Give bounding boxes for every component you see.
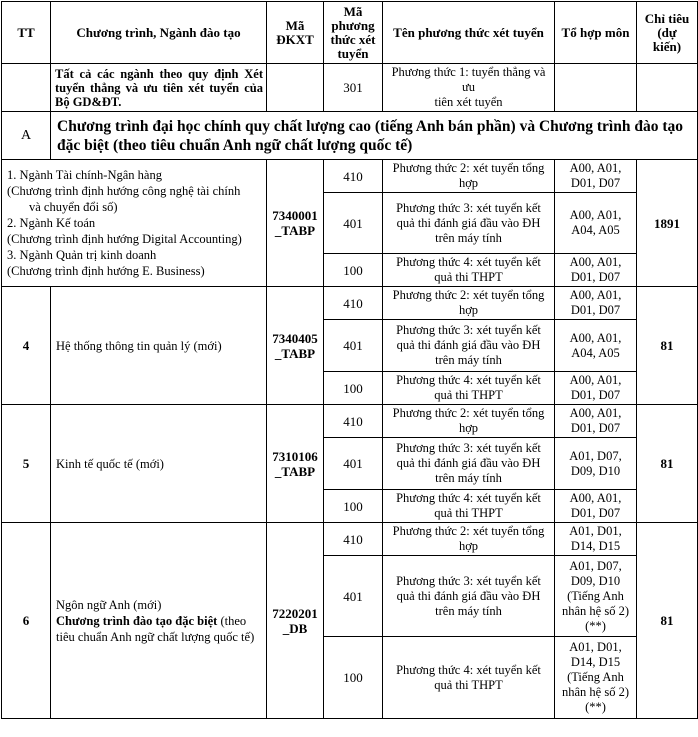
group4-method-name — [383, 372, 555, 405]
group4-tt: 4 — [2, 287, 51, 405]
group4-method-name — [383, 287, 555, 320]
combo-line2: A04, A05 — [571, 345, 620, 360]
group5-method-name — [383, 490, 555, 523]
combo-line1: A00, A01, — [569, 330, 622, 345]
combo-line1: A01, D01, — [569, 524, 622, 538]
header-code-line2: ĐKXT — [276, 31, 314, 47]
header-row — [2, 2, 698, 64]
group1-quota: 1891 — [637, 160, 698, 287]
combo-line2: A04, A05 — [571, 223, 620, 237]
combo-line2: D01, D07 — [570, 303, 621, 317]
header-program: Chương trình, Ngành đào tạo — [51, 2, 267, 64]
header-method-name: Tên phương thức xét tuyển — [383, 2, 555, 64]
header-method-code-line3: thức xét — [330, 31, 376, 47]
method3-line3: trên máy tính — [435, 603, 502, 618]
group1-method-name — [383, 160, 555, 193]
all-majors-code — [267, 64, 324, 112]
combo-line1: A00, A01, — [569, 406, 622, 420]
group4-method-code: 410 — [324, 287, 383, 320]
method2-line2: hợp — [458, 539, 479, 553]
combo-line1: A00, A01, — [569, 491, 622, 505]
combo-line1: A00, A01, — [569, 373, 622, 387]
method3-line1: Phương thức 3: xét tuyển kết — [396, 200, 541, 215]
all-majors-row — [2, 64, 698, 112]
header-quota-line1: Chỉ tiêu — [644, 10, 690, 26]
method3-line1: Phương thức 3: xét tuyển kết — [396, 323, 541, 337]
all-majors-tt — [2, 64, 51, 112]
group6-name-line1: Ngôn ngữ Anh (mới) — [56, 597, 162, 612]
combo-line2: D01, D07 — [570, 176, 621, 190]
method3-line3: trên máy tính — [435, 353, 502, 367]
combo-line2: D14, D15 — [570, 539, 621, 553]
group5-quota: 81 — [637, 405, 698, 523]
group5-name: Kinh tế quốc tế (mới) — [51, 405, 267, 523]
combo-line1: A00, A01, — [569, 288, 622, 302]
group5-code — [267, 405, 324, 523]
group1-programs — [2, 160, 267, 287]
all-majors-method-line1: Phương thức 1: tuyển thẳng và ưu — [391, 65, 546, 94]
combo-line2: D01, D07 — [570, 388, 621, 402]
combo-line1: A00, A01, — [569, 255, 622, 269]
group6-method-code: 401 — [324, 556, 383, 637]
section-a-tt: A — [2, 112, 51, 160]
group4-method-code: 100 — [324, 372, 383, 405]
group6-row1 — [2, 523, 698, 556]
combo-line4: nhân hệ số 2) — [562, 685, 629, 699]
header-quota — [637, 2, 698, 64]
group1-item1-name: . Ngành Tài chính-Ngân hàng — [13, 168, 162, 182]
group1-item3-name: . Ngành Quản trị kinh doanh — [13, 248, 157, 262]
combo-line5: (**) — [585, 618, 606, 633]
header-method-code-line4: tuyển — [337, 45, 369, 61]
group1-item1 — [7, 167, 263, 183]
method3-line1: Phương thức 3: xét tuyển kết — [396, 573, 541, 588]
group1-item2-name: . Ngành Kế toán — [13, 216, 96, 230]
group5-method-code: 410 — [324, 405, 383, 438]
group6-method-name — [383, 556, 555, 637]
header-method-code-line1: Mã — [343, 3, 363, 19]
combo-line2: D09, D10 — [570, 573, 621, 588]
combo-line4: nhân hệ số 2) — [562, 603, 629, 618]
group5-method-code: 100 — [324, 490, 383, 523]
method2-line1: Phương thức 2: xét tuyển tổng — [392, 406, 545, 420]
combo-line2: D01, D07 — [570, 506, 621, 520]
group1-method-code: 401 — [324, 193, 383, 254]
group1-method-name — [383, 193, 555, 254]
header-tt: TT — [2, 2, 51, 64]
header-quota-line2: (dự — [657, 24, 677, 40]
method3-line2: quả thi đánh giá đầu vào ĐH — [396, 588, 541, 603]
method4-line1: Phương thức 4: xét tuyển kết — [396, 491, 541, 505]
all-majors-combo — [555, 64, 637, 112]
group5-code-line1: 7310106 — [272, 448, 318, 464]
section-a-title: Chương trình đại học chính quy chất lượng cao (tiếng Anh bán phần) và Chương trình đào tạo đặc biệt (theo tiêu chuẩn Anh ngữ chất lượng quốc tế) — [51, 112, 698, 160]
group5-combo — [555, 438, 637, 490]
group5-method-name — [383, 438, 555, 490]
group4-method-name — [383, 320, 555, 372]
group4-code-line2: _TABP — [274, 345, 316, 361]
method4-line2: quả thi THPT — [434, 506, 503, 520]
group4-row1 — [2, 287, 698, 320]
combo-line3: (Tiếng Anh — [567, 588, 624, 603]
method4-line1: Phương thức 4: xét tuyển kết — [396, 662, 541, 677]
group5-row1 — [2, 405, 698, 438]
header-quota-line3: kiến) — [652, 38, 682, 54]
all-majors-text: Tất cả các ngành theo quy định Xét tuyển thẳng và ưu tiên xét tuyển của Bộ GD&ĐT. — [51, 64, 267, 112]
group6-method-code: 100 — [324, 637, 383, 719]
method2-line2: hợp — [458, 176, 479, 190]
method3-line3: trên máy tính — [435, 230, 502, 245]
combo-line1: A01, D07, — [569, 448, 622, 463]
group1-item2 — [7, 215, 263, 231]
method4-line2: quả thi THPT — [434, 388, 503, 402]
group6-code-line2: _DB — [282, 620, 308, 636]
group5-method-name — [383, 405, 555, 438]
group1-method-name — [383, 254, 555, 287]
group4-method-code: 401 — [324, 320, 383, 372]
group1-item3 — [7, 247, 263, 263]
group1-combo — [555, 160, 637, 193]
method3-line2: quả thi đánh giá đầu vào ĐH — [396, 215, 541, 230]
combo-line5: (**) — [585, 700, 606, 714]
group4-code-line1: 7340405 — [272, 330, 318, 346]
combo-line1: A00, A01, — [569, 161, 622, 175]
method4-line1: Phương thức 4: xét tuyển kết — [396, 373, 541, 387]
group6-tt: 6 — [2, 523, 51, 719]
method2-line1: Phương thức 2: xét tuyển tổng — [392, 161, 545, 175]
combo-line2: D01, D07 — [570, 421, 621, 435]
group1-code-line2: _TABP — [274, 223, 316, 238]
group5-combo — [555, 405, 637, 438]
group4-name: Hệ thống thông tin quản lý (mới) — [51, 287, 267, 405]
group1-item1-sub-line1: (Chương trình định hướng công nghệ tài chính — [7, 184, 241, 198]
group5-method-code: 401 — [324, 438, 383, 490]
group1-item3-sub: (Chương trình định hướng E. Business) — [7, 264, 205, 278]
group6-name-line3: tiêu chuẩn Anh ngữ chất lượng quốc tế) — [56, 629, 255, 644]
group1-item2-sub: (Chương trình định hướng Digital Accounting) — [7, 232, 242, 246]
combo-line1: A01, D07, — [569, 558, 622, 573]
group6-name-line2 — [56, 613, 263, 629]
group6-code — [267, 523, 324, 719]
method3-line3: trên máy tính — [435, 471, 502, 485]
combo-line3: (Tiếng Anh — [567, 670, 624, 684]
header-combo: Tổ hợp môn — [555, 2, 637, 64]
combo-line1: A01, D01, — [569, 640, 622, 654]
group1-item3-num: 3 — [7, 248, 14, 262]
all-majors-method-code: 301 — [324, 64, 383, 112]
method4-line2: quả thi THPT — [434, 677, 503, 692]
group5-combo — [555, 490, 637, 523]
method3-line2: quả thi đánh giá đầu vào ĐH — [396, 456, 541, 470]
method2-line1: Phương thức 2: xét tuyển tổng — [392, 288, 545, 302]
group1-combo — [555, 254, 637, 287]
group1-item1-sub-line2: và chuyển đổi số) — [29, 200, 118, 214]
group5-code-line2: _TABP — [274, 463, 316, 479]
group1-code — [267, 160, 324, 287]
group4-combo — [555, 320, 637, 372]
method2-line2: hợp — [458, 421, 479, 435]
header-method-code — [324, 2, 383, 64]
method2-line2: hợp — [458, 303, 479, 317]
group6-quota: 81 — [637, 523, 698, 719]
all-majors-method-line2: tiên xét tuyển — [434, 95, 503, 109]
section-a-row — [2, 112, 698, 160]
group4-combo — [555, 372, 637, 405]
group6-combo — [555, 556, 637, 637]
group1-method-code: 100 — [324, 254, 383, 287]
group6-name — [51, 523, 267, 719]
group1-item2-num: 2 — [7, 216, 14, 230]
admission-table — [1, 1, 698, 719]
group1-item1-num: 1 — [7, 168, 14, 182]
group6-method-name — [383, 523, 555, 556]
method2-line1: Phương thức 2: xét tuyển tổng — [392, 524, 545, 538]
method4-line1: Phương thức 4: xét tuyển kết — [396, 255, 541, 269]
group6-combo — [555, 637, 637, 719]
header-method-code-line2: phương — [331, 17, 375, 33]
method3-line1: Phương thức 3: xét tuyển kết — [396, 441, 541, 455]
group1-code-line1: 7340001 — [272, 208, 318, 223]
group6-combo — [555, 523, 637, 556]
combo-line1: A00, A01, — [569, 208, 622, 222]
method3-line2: quả thi đánh giá đầu vào ĐH — [396, 338, 541, 352]
method4-line2: quả thi THPT — [434, 270, 503, 284]
group6-method-name — [383, 637, 555, 719]
header-code — [267, 2, 324, 64]
combo-line2: D01, D07 — [570, 270, 621, 284]
group6-method-code: 410 — [324, 523, 383, 556]
group1-combo — [555, 193, 637, 254]
group5-tt: 5 — [2, 405, 51, 523]
group6-code-line1: 7220201 — [272, 605, 318, 621]
all-majors-method — [383, 64, 555, 112]
group6-name-bold: Chương trình đào tạo đặc biệt — [56, 613, 218, 628]
group1-method-code: 410 — [324, 160, 383, 193]
all-majors-quota — [637, 64, 698, 112]
combo-line2: D14, D15 — [570, 655, 621, 669]
group6-name-after: (theo — [217, 613, 247, 628]
group4-code — [267, 287, 324, 405]
group1-row1 — [2, 160, 698, 193]
group4-combo — [555, 287, 637, 320]
header-code-line1: Mã — [285, 17, 305, 33]
group4-quota: 81 — [637, 287, 698, 405]
combo-line2: D09, D10 — [570, 463, 621, 478]
